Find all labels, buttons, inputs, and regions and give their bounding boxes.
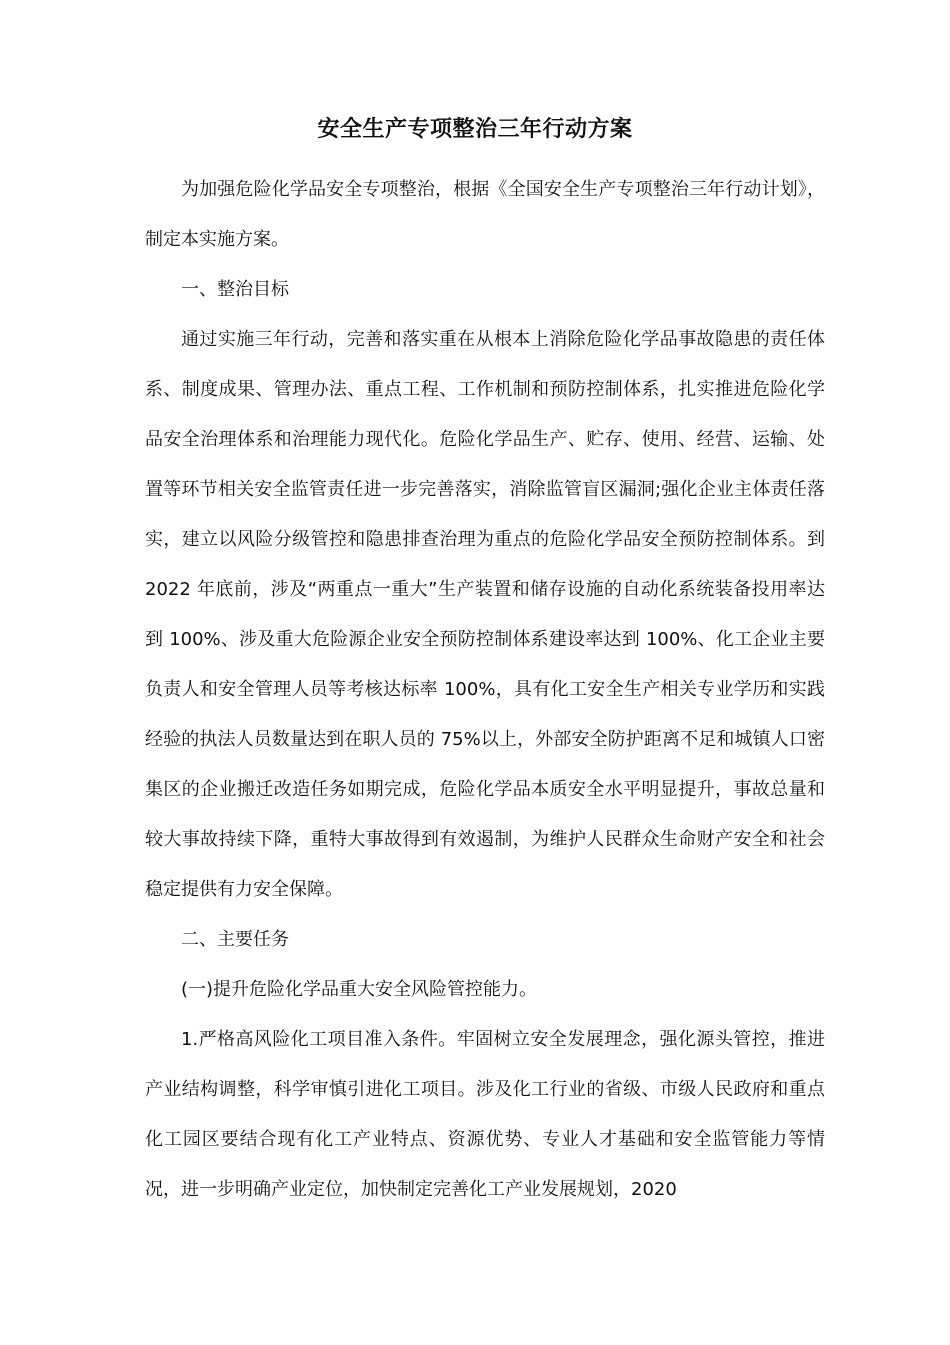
task-item-1-paragraph: 1.严格高风险化工项目准入条件。牢固树立安全发展理念，强化源头管控，推进产业结构调整，科学审慎引进化工项目。涉及化工行业的省级、市级人民政府和重点化工园区要结合现有化工产业特点、资源优势、专业人才基础和安全监管能力等情况，进一步明确产业定位，加快制定完善化工产业发展规划，2020 [145, 1029, 825, 1200]
section-heading-tasks: 二、主要任务 [181, 929, 289, 950]
document-body [145, 165, 825, 1215]
document-title: 安全生产专项整治三年行动方案 [317, 117, 633, 142]
section-heading-goals: 一、整治目标 [181, 279, 289, 300]
subsection-heading-risk-control: (一)提升危险化学品重大安全风险管控能力。 [181, 979, 538, 1000]
goals-paragraph: 通过实施三年行动，完善和落实重在从根本上消除危险化学品事故隐患的责任体系、制度成果、管理办法、重点工程、工作机制和预防控制体系，扎实推进危险化学品安全治理体系和治理能力现代化。危险化学品生产、贮存、使用、经营、运输、处置等环节相关安全监管责任进一步完善落实，消除监管盲区漏洞;强化企业主体责任落实，建立以风险分级管控和隐患排查治理为重点的危险化学品安全预防控制体系。到 2022 年底前，涉及“两重点一重大”生产装置和储存设施的自动化系统装备投用率达到 100%、涉及重大危险源企业安全预防控制体系建设率达到 100%、化工企业主要负责人和安全管理人员等考核达标率 100%，具有化工安全生产相关专业学历和实践经验的执法人员数量达到在职人员的 75%以上，外部安全防护距离不足和城镇人口密集区的企业搬迁改造任务如期完成，危险化学品本质安全水平明显提升，事故总量和较大事故持续下降，重特大事故得到有效遏制，为维护人民群众生命财产安全和社会稳定提供有力安全保障。 [145, 329, 825, 900]
intro-paragraph: 为加强危险化学品安全专项整治，根据《全国安全生产专项整治三年行动计划》，制定本实施方案。 [145, 179, 825, 250]
